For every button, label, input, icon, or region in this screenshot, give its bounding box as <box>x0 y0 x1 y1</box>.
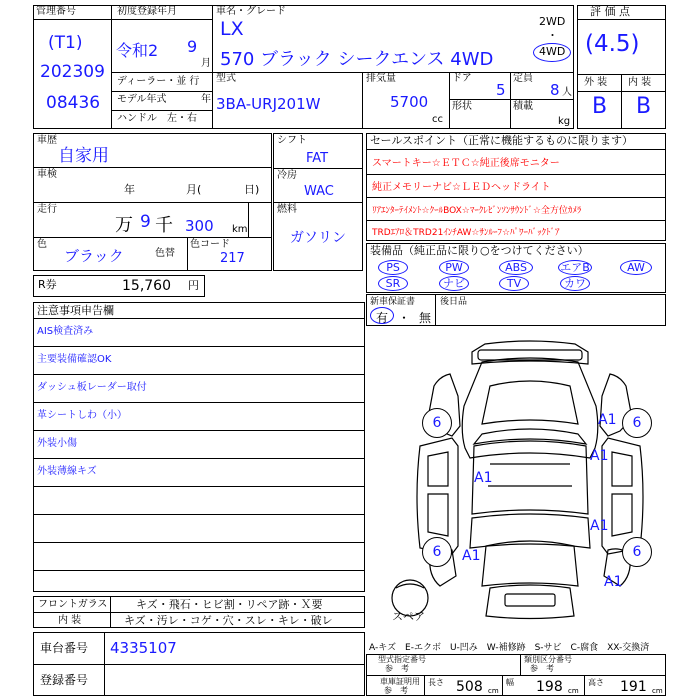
lot-number-2: 08436 <box>46 93 101 113</box>
note-4: 革シートしわ（小） <box>37 410 127 421</box>
equip-abs: ABS <box>499 260 533 275</box>
kanri-label: 管理番号 <box>36 6 76 17</box>
history-label: 車歴 <box>37 135 57 146</box>
selling-points-label: セールスポイント（正常に機能するものに限ります） <box>370 134 634 147</box>
damage-mark-rear-a1: A1 <box>604 574 623 590</box>
damage-mark-right-mid-a1: A1 <box>590 448 609 464</box>
recycle-unit: 円 <box>188 279 199 292</box>
length-unit: cm <box>488 687 499 695</box>
cooler-value: WAC <box>304 184 334 199</box>
inspection-day: 日) <box>244 183 260 196</box>
recycle-label: R券 <box>38 278 57 291</box>
height-value: 191 <box>620 679 647 695</box>
color-change-label: 色替 <box>155 248 175 259</box>
width-unit: cm <box>568 687 579 695</box>
color-code-label: 色コード <box>190 239 230 250</box>
capacity-label: 定員 <box>513 73 533 84</box>
warranty-label: 新車保証書 <box>370 297 416 307</box>
equip-pw: PW <box>439 260 469 275</box>
equip-leather: カワ <box>560 276 590 291</box>
damage-circle-right-bottom: 6 <box>622 537 652 567</box>
height-unit: cm <box>652 687 663 695</box>
recycle-box <box>33 275 205 297</box>
warranty-dot: ・ <box>398 311 411 325</box>
note-3: ダッシュ板レーダー取付 <box>37 382 147 393</box>
type-cert-label: 型式指定番号 <box>378 655 426 664</box>
engine-unit: cc <box>432 114 443 125</box>
damage-mark-right-top-a1: A1 <box>598 412 617 428</box>
rating-label: 評 価 点 <box>590 5 630 18</box>
length-value: 508 <box>456 679 483 695</box>
later-label: 後日品 <box>440 297 468 307</box>
color-code-value: 217 <box>220 251 245 266</box>
mileage-label: 走行 <box>37 204 57 215</box>
fuel-label: 燃料 <box>277 204 297 215</box>
note-5: 外装小傷 <box>37 438 77 449</box>
width-label: 幅 <box>506 678 514 687</box>
warranty-yes-circle <box>370 307 394 324</box>
name-label: 車名・グレード <box>216 6 286 17</box>
mileage-300: 300 <box>185 217 214 235</box>
damage-circle-left-bottom: 6 <box>422 537 452 567</box>
drive-dot: ・ <box>547 29 558 42</box>
equip-navi: ナビ <box>439 276 469 291</box>
doors-label: ドア <box>452 73 472 84</box>
class-ref: 参 考 <box>530 664 554 673</box>
cooler-label: 冷房 <box>277 170 297 181</box>
drive-2wd: 2WD <box>539 15 566 28</box>
selling-point-2: 純正メモリーナビ☆ＬＥＤヘッドライト <box>372 182 551 193</box>
dealer-label: ディーラー・並 行 <box>117 76 200 87</box>
model-value: 3BA-URJ201W <box>216 95 321 113</box>
fuel-value: ガソリン <box>290 230 346 246</box>
equipment-label: 装備品（純正品に限り○をつけてください） <box>370 244 589 257</box>
capacity-unit: 人 <box>562 87 572 98</box>
equip-aw: AW <box>620 260 652 275</box>
equip-sr: SR <box>378 276 408 291</box>
interior-grade: B <box>636 94 652 119</box>
reg-label: 登録番号 <box>40 673 89 687</box>
inspection-label: 車検 <box>37 169 57 180</box>
drive-4wd-circle <box>533 43 571 62</box>
length-label: 長さ <box>428 678 444 687</box>
lot-prefix: (T1) <box>48 33 83 53</box>
type-cert-ref: 参 考 <box>385 664 409 673</box>
shift-label: シフト <box>277 135 307 146</box>
damage-mark-center-low-a1: A1 <box>462 548 481 564</box>
exterior-label: 外 装 <box>584 77 608 88</box>
history-value: 自家用 <box>58 146 109 166</box>
warranty-no: 無 <box>419 311 432 325</box>
interior-cond-label: 内 装 <box>58 615 82 626</box>
windshield-value: キズ・飛石・ヒビ割・リペア跡・Ｘ要 <box>136 598 323 611</box>
vehicle-cert-label: 車庫証明用 <box>380 677 420 686</box>
engine-label: 排気量 <box>366 73 396 84</box>
damage-circle-right-top: 6 <box>622 408 652 438</box>
spare-label: スペア <box>392 610 425 623</box>
warranty-yes: 有 <box>376 311 389 325</box>
model-year-label: モデル年式 <box>117 94 167 105</box>
damage-mark-right-low-a1: A1 <box>590 518 609 534</box>
equip-tv: TV <box>499 276 529 291</box>
equip-airbag: エアB <box>558 260 592 275</box>
shape-label: 形状 <box>452 101 472 112</box>
notes-label: 注意事項申告欄 <box>37 304 114 317</box>
engine-value: 5700 <box>390 93 429 111</box>
car-diagram <box>390 336 670 626</box>
registration-era: 令和2 <box>116 41 159 60</box>
selling-point-3: ﾘｱｴﾝﾀｰﾃｲﾒﾝﾄ☆ｸｰﾙBOX☆ﾏｰｸﾚﾋﾞﾝｿﾝｻｳﾝﾄﾞ☆全方位ｶﾒﾗ <box>372 206 582 216</box>
registration-month-unit: 月 <box>201 58 211 69</box>
handle-label: ハンドル 左・右 <box>117 113 197 124</box>
model-year-unit: 年 <box>201 94 211 105</box>
height-label: 高さ <box>588 678 604 687</box>
shift-value: FAT <box>306 151 329 166</box>
car-grade: 570 ブラック シークエンス 4WD <box>220 49 494 70</box>
selling-point-4: TRDｴｱﾛ＆TRD21ｲﾝﾁAW☆ｻﾝﾙｰﾌ☆ﾊﾟﾜｰﾊﾞｯｸﾄﾞｱ <box>372 228 560 238</box>
class-label: 類別区分番号 <box>524 655 572 664</box>
inspection-year: 年 <box>124 183 135 196</box>
interior-cond-value: キズ・汚レ・コゲ・穴・スレ・キレ・破レ <box>124 614 333 627</box>
capacity-value: 8 <box>550 81 560 99</box>
exterior-grade: B <box>592 94 608 119</box>
interior-label: 内 装 <box>628 77 652 88</box>
doors-value: 5 <box>496 81 506 99</box>
damage-circle-left-top: 6 <box>422 408 452 438</box>
drive-4wd: 4WD <box>539 45 566 58</box>
registration-label: 初度登録年月 <box>117 6 177 17</box>
model-label: 型式 <box>216 73 236 84</box>
mileage-sen: 千 <box>155 215 173 236</box>
inspection-month: 月( <box>186 183 202 196</box>
width-value: 198 <box>536 679 563 695</box>
car-name: LX <box>220 18 244 40</box>
note-1: AIS検査済み <box>37 326 94 337</box>
selling-point-1: スマートキー☆ＥＴＣ☆純正後席モニター <box>372 158 560 169</box>
note-2: 主要装備確認OK <box>37 354 112 365</box>
registration-month: 9 <box>187 37 198 56</box>
lot-number-1: 202309 <box>40 62 105 82</box>
color-value: ブラック <box>64 247 124 265</box>
rating-score: (4.5) <box>585 31 640 57</box>
note-6: 外装薄線キズ <box>37 466 97 477</box>
damage-mark-center-a1: A1 <box>474 470 493 486</box>
load-unit: kg <box>558 116 571 127</box>
load-label: 積載 <box>513 101 533 112</box>
mileage-man: 万 <box>115 215 133 236</box>
recycle-value: 15,760 <box>122 278 171 294</box>
windshield-label: フロントガラス <box>38 599 108 610</box>
color-label: 色 <box>37 239 47 250</box>
chassis-label: 車台番号 <box>40 641 89 655</box>
chassis-value: 4335107 <box>110 639 177 657</box>
mileage-9: 9 <box>140 212 151 232</box>
mileage-unit: km <box>232 224 248 235</box>
equip-ps: PS <box>378 260 408 275</box>
vehicle-cert-ref: 参 考 <box>384 686 408 695</box>
damage-legend: A-キズ E-エクボ U-凹み W-補修跡 S-サビ C-腐食 XX-交換済 <box>369 643 650 653</box>
